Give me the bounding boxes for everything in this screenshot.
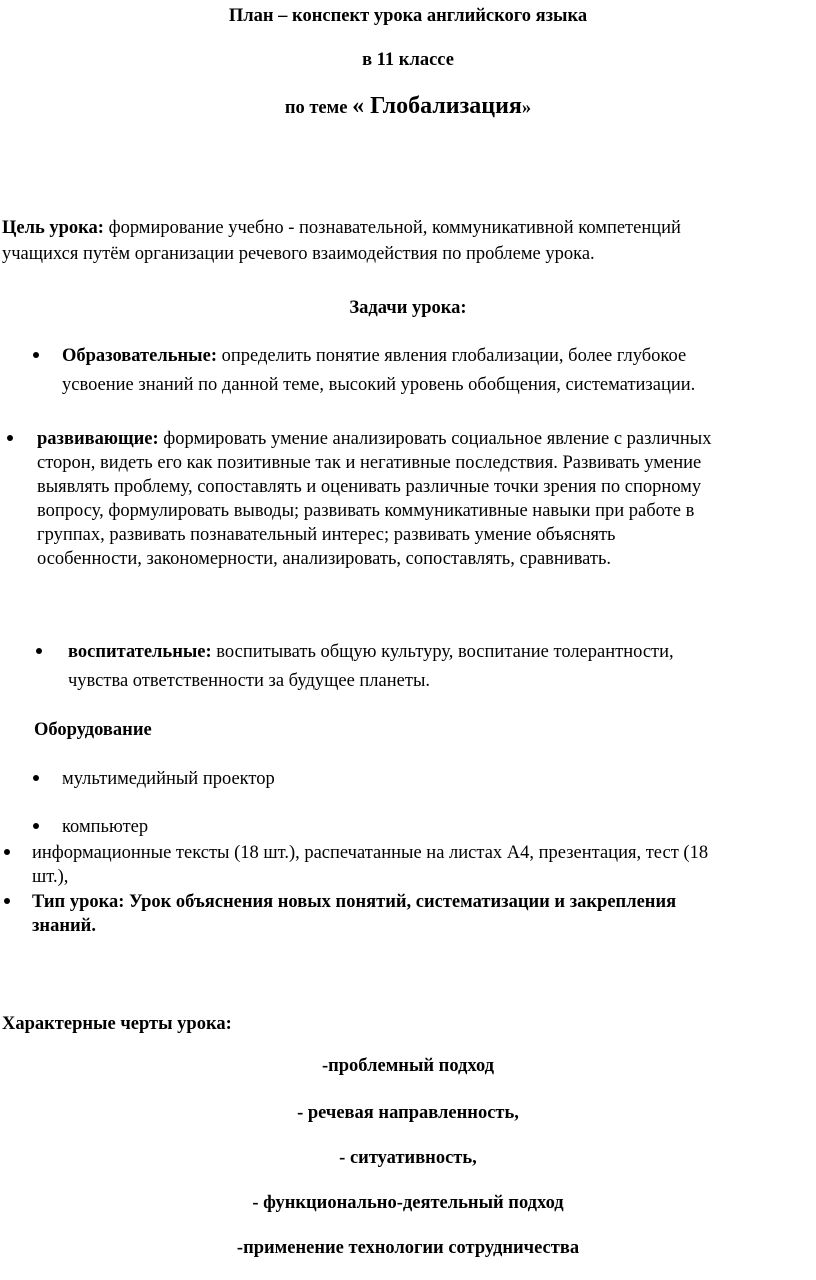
developing-line-1 xyxy=(37,427,711,451)
developing-line-3: выявлять проблему, сопоставлять и оценивать различные точки зрения по спорному xyxy=(37,477,702,497)
bullet-icon xyxy=(33,775,39,781)
features-heading: Характерные черты урока: xyxy=(2,1014,232,1034)
lesson-type-line-1: Тип урока: Урок объяснения новых понятий, систематизации и закрепления xyxy=(32,892,677,912)
goal-text-1: формирование учебно - познавательной, коммуникативной компетенций xyxy=(103,218,681,238)
feature-item: -применение технологии сотрудничества xyxy=(236,1238,580,1258)
upbringing-text-1: воспитывать общую культуру, воспитание толерантности, xyxy=(211,642,674,662)
upbringing-line-1 xyxy=(68,640,674,664)
developing-line-6: особенности, закономерности, анализировать, сопоставлять, сравнивать. xyxy=(37,549,612,569)
goal-label: Цель урока: xyxy=(2,218,104,238)
feature-item: - ситуативность, xyxy=(339,1148,477,1168)
equipment-heading: Оборудование xyxy=(34,720,152,740)
feature-item: - функционально-деятельный подход xyxy=(252,1193,564,1213)
texts-line-2: шт.), xyxy=(32,867,69,887)
upbringing-label: воспитательные: xyxy=(68,642,212,662)
developing-line-4: вопросу, формулировать выводы; развивать коммуникативные навыки при работе в xyxy=(37,501,695,521)
grade-line: в 11 классе xyxy=(362,50,454,70)
developing-label: развивающие: xyxy=(37,429,159,449)
bullet-icon xyxy=(33,352,39,358)
topic-suffix: » xyxy=(521,98,532,118)
tasks-heading: Задачи урока: xyxy=(349,298,467,318)
bullet-icon xyxy=(4,849,10,855)
lesson-type-line-2: знаний. xyxy=(32,916,96,936)
feature-item: -проблемный подход xyxy=(321,1056,495,1076)
developing-line-5: группах, развивать познавательный интерес; развивать умение объяснять xyxy=(37,525,616,545)
bullet-icon xyxy=(36,648,42,654)
topic-prefix: по теме xyxy=(284,98,348,118)
bullet-icon xyxy=(4,898,10,904)
topic-line xyxy=(0,94,816,126)
feature-item: - речевая направленность, xyxy=(297,1103,519,1123)
goal-line-1 xyxy=(2,216,681,240)
topic-title: « Глобализация xyxy=(352,93,522,119)
developing-line-2: сторон, видеть его как позитивные так и негативные последствия. Развивать умение xyxy=(37,453,702,473)
educational-line-2: усвоение знаний по данной теме, высокий уровень обобщения, систематизации. xyxy=(62,375,696,395)
bullet-icon xyxy=(7,435,13,441)
educational-text-1: определить понятие явления глобализации, более глубокое xyxy=(217,346,687,366)
goal-line-2: учащихся путём организации речевого взаимодействия по проблеме урока. xyxy=(2,244,595,264)
texts-line-1: информационные тексты (18 шт.), распечатанные на листах А4, презентация, тест (18 xyxy=(32,843,709,863)
equipment-item: мультимедийный проектор xyxy=(62,769,275,789)
educational-label: Образовательные: xyxy=(62,346,217,366)
bullet-icon xyxy=(33,823,39,829)
page-title: План – конспект урока английского языка xyxy=(228,6,588,26)
developing-text-1: формировать умение анализировать социальное явление с различных xyxy=(158,429,712,449)
educational-line-1 xyxy=(62,344,686,368)
upbringing-line-2: чувства ответственности за будущее планеты. xyxy=(68,671,430,691)
equipment-item: компьютер xyxy=(62,817,149,837)
